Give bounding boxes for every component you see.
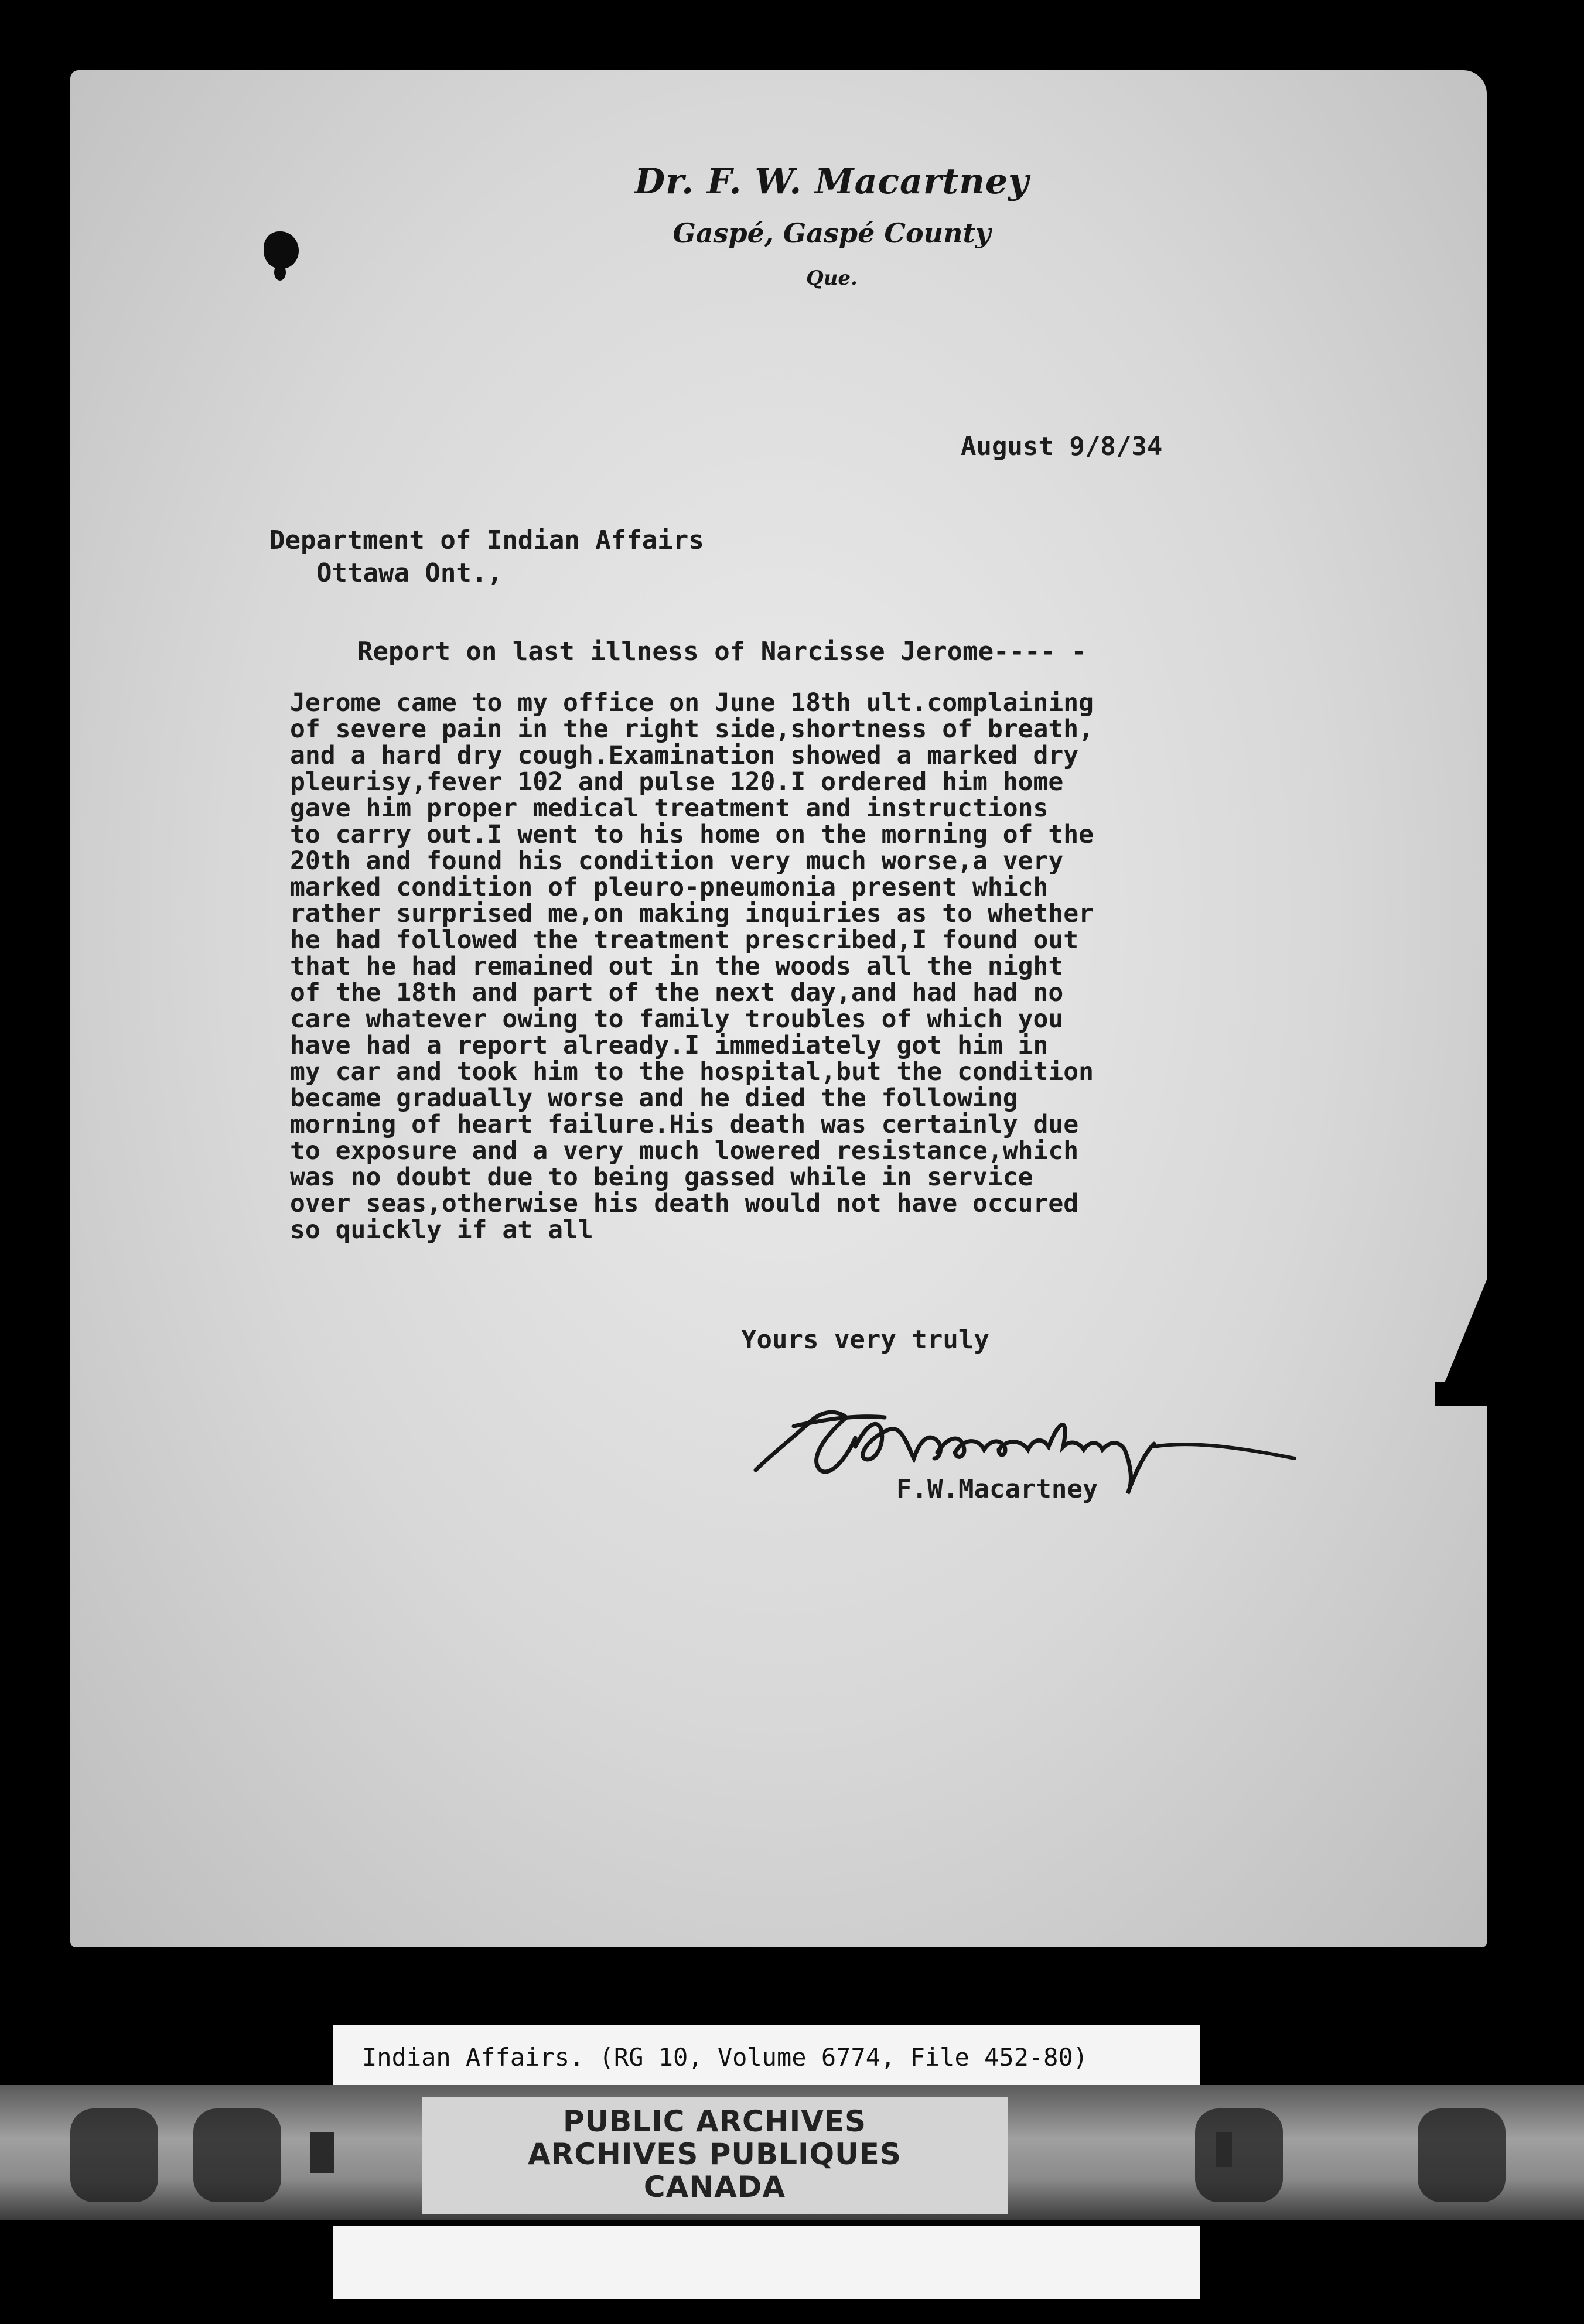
body-line: to carry out.I went to his home on the morning of the [290,820,1094,849]
stamp-line: ARCHIVES PUBLIQUES [528,2137,902,2171]
archive-file-label [333,2025,1200,2090]
body-line: so quickly if at all [290,1215,593,1245]
body-line: pleurisy,fever 102 and pulse 120.I ordered him home [290,767,1064,797]
recipient-line-2: Ottawa Ont., [316,558,503,588]
archives-stamp [422,2097,1008,2214]
body-line: over seas,otherwise his death would not have occured [290,1189,1079,1218]
body-line: became gradually worse and he died the following [290,1084,1018,1113]
body-line: morning of heart failure.His death was certainly due [290,1110,1079,1139]
body-line: of the 18th and part of the next day,and had had no [290,978,1064,1007]
letterhead [568,161,1095,290]
letterhead-name: Dr. F. W. Macartney [634,161,1029,202]
letter-body [290,690,1094,1243]
ink-blot [264,231,299,269]
body-line: my car and took him to the hospital,but the condition [290,1057,1094,1086]
recipient-line-1: Department of Indian Affairs [269,525,704,555]
blank-label [333,2226,1200,2299]
body-line: Jerome came to my office on June 18th ult.complaining [290,688,1094,717]
film-sprocket [1418,2108,1506,2202]
film-notch [1216,2132,1232,2167]
body-line: gave him proper medical treatment and instructions [290,794,1049,823]
film-sprocket [193,2108,281,2202]
stamp-line: CANADA [643,2170,786,2204]
letter-subject: Report on last illness of Narcisse Jerome---- - [357,637,1087,667]
body-line: was no doubt due to being gassed while in service [290,1163,1033,1192]
body-line: to exposure and a very much lowered resistance,which [290,1136,1079,1166]
body-line: and a hard dry cough.Examination showed a marked dry [290,741,1079,770]
letter-date: August 9/8/34 [961,432,1163,462]
letter-closing: Yours very truly [741,1325,989,1355]
body-line: rather surprised me,on making inquiries as to whether [290,899,1094,928]
body-line: of severe pain in the right side,shortness of breath, [290,715,1094,744]
film-sprocket [70,2108,158,2202]
body-line: 20th and found his condition very much worse,a very [290,846,1064,876]
film-sprocket [1195,2108,1283,2202]
body-line: he had followed the treatment prescribed,I found out [290,925,1079,955]
film-notch [310,2132,334,2173]
letterhead-place: Gaspé, Gaspé County [672,217,991,249]
body-line: have had a report already.I immediately got him in [290,1031,1049,1060]
typed-signature: F.W.Macartney [896,1474,1098,1504]
letter-sheet [70,70,1487,1947]
body-line: marked condition of pleuro-pneumonia present which [290,873,1049,902]
stamp-line: PUBLIC ARCHIVES [562,2104,867,2138]
body-line: that he had remained out in the woods all the night [290,952,1064,981]
body-line: care whatever owing to family troubles of which you [290,1004,1064,1034]
letterhead-province: Que. [806,266,858,290]
file-reference: Indian Affairs. (RG 10, Volume 6774, File 452-80) [362,2043,1088,2072]
folded-corner-shadow [1435,1382,1487,1406]
